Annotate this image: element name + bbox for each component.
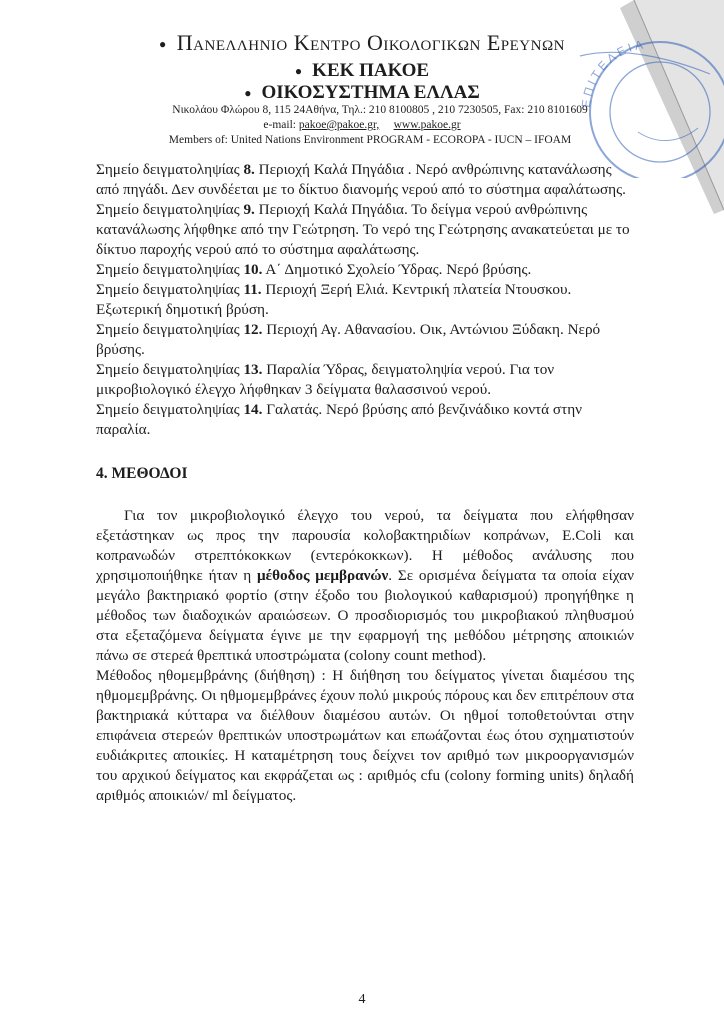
sampling-point-prefix: Σημείο δειγματοληψίας	[96, 161, 244, 178]
org-name-2: ΚΕΚ ΠΑΚΟΕ	[312, 60, 430, 81]
org-name-line-1	[0, 30, 724, 56]
sampling-point-description: Α΄ Δημοτικό Σχολείο Ύδρας. Νερό βρύσης.	[262, 261, 532, 278]
sampling-point-description: Περιοχή Αγ. Αθανασίου. Οικ, Αντώνιου Ξύδακη. Νερό βρύσης.	[96, 321, 601, 358]
sampling-point-description: Γαλατάς. Νερό βρύσης από βενζινάδικο κοντά στην παραλία.	[96, 401, 583, 438]
methods-paragraph-2: Μέθοδος ηθομεμβράνης (διήθηση) : Η διήθηση του δείγματος γίνεται διαμέσου της ηθμομεμβράνης. Οι ηθμομεμβράνες έχουν πολύ μικρούς πόρους και δεν επιτρέπουν στα βακτηριακά κύτταρα να διέλθουν διαμέσου αυτών. Οι ηθμοί τοποθετούνται στην επιφάνεια στερεών θρεπτικών υποστρωμάτων και επωάζονται έως ότου σχηματιστούν ευδιάκριτες αποικίες. Η καταμέτρηση τους δείχνει τον αριθμό των μικροοργανισμών του αρχικού δείγματος και εκφράζεται ως : αριθμός cfu (colony forming units) δηλαδή αριθμός αποικιών/ ml δείγματος.	[96, 667, 634, 804]
org-name-line-2	[0, 60, 724, 82]
sampling-point-prefix: Σημείο δειγματοληψίας	[96, 321, 244, 338]
bullet-icon: ●	[244, 86, 252, 101]
sampling-point-item	[96, 260, 634, 280]
methods-emphasis: μέθοδος μεμβρανών	[257, 567, 389, 584]
sampling-point-item	[96, 160, 634, 200]
sampling-point-prefix: Σημείο δειγματοληψίας	[96, 361, 244, 378]
contact-line	[0, 119, 724, 131]
email-label: e-mail:	[263, 119, 299, 131]
email-link[interactable]: pakoe@pakoe.gr,	[298, 119, 380, 131]
bullet-icon: ●	[159, 37, 167, 52]
sampling-point-item	[96, 400, 634, 440]
methods-text: Για τον μικροβιολογικό έλεγχο του νερού, τα δείγματα που ελήφθησαν εξετάστηκαν ως προς την παρουσία κολοβακτηριδίων κοπράνων, E.Coli και κοπρανωδών στρεπτόκοκκων (εντερόκοκκων). Η μέθοδος ανάλυσης που χρησιμοποιήθηκε ήταν η	[96, 507, 634, 584]
bullet-icon: ●	[294, 64, 303, 79]
page-number: 4	[358, 992, 366, 1007]
stamp-text: ΕΠΙΤΕΛΕΙΑ	[578, 37, 647, 109]
sampling-point-description: Περιοχή Καλά Πηγάδια . Νερό ανθρώπινης κατανάλωσης από πηγάδι. Δεν συνδέεται με το δίκτυο διανομής νερού από το σύστημα αφαλάτωσης.	[96, 161, 626, 198]
sampling-point-item	[96, 320, 634, 360]
sampling-point-description: Παραλία Ύδρας, δειγματοληψία νερού. Για τον μικροβιολογικό έλεγχο λήφθηκαν 3 δείγματα θαλασσινού νερού.	[96, 361, 555, 398]
sampling-point-item	[96, 360, 634, 400]
section-title: 4. ΜΕΘΟΔΟΙ	[96, 465, 188, 482]
methods-paragraph-1	[96, 506, 634, 666]
sampling-point-description: Περιοχή Καλά Πηγάδια. Το δείγμα νερού ανθρώπινης κατανάλωσης λήφθηκε από την Γεώτρηση. Το νερό της Γεώτρησης ανακατεύεται με το δίκτυο παροχής νερού από το σύστημα αφαλάτωσης.	[96, 201, 630, 258]
sampling-point-prefix: Σημείο δειγματοληψίας	[96, 201, 244, 218]
sampling-point-number: 9.	[243, 201, 255, 218]
sampling-points-list	[96, 160, 634, 440]
sampling-point-item	[96, 280, 634, 320]
sampling-point-number: 11.	[243, 281, 262, 298]
sampling-point-description: Περιοχή Ξερή Ελιά. Κεντρική πλατεία Ντουσκου. Εξωτερική δημοτική βρύση.	[96, 281, 572, 318]
sampling-point-prefix: Σημείο δειγματοληψίας	[96, 401, 244, 418]
sampling-point-prefix: Σημείο δειγματοληψίας	[96, 261, 244, 278]
sampling-point-item	[96, 200, 634, 260]
org-address: Νικολάου Φλώρου 8, 115 24Αθήνα, Τηλ.: 210 8100805 , 210 7230505, Fax: 210 8101609	[172, 104, 588, 116]
sampling-point-number: 12.	[243, 321, 263, 338]
sampling-point-number: 14.	[243, 401, 263, 418]
sampling-point-number: 8.	[243, 161, 255, 178]
document-body	[96, 160, 634, 806]
org-name-3: ΟΙΚΟΣΥΣΤΗΜΑ ΕΛΛΑΣ	[261, 82, 480, 103]
sampling-point-number: 10.	[243, 261, 263, 278]
methods-text: . Σε ορισμένα δείγματα τα οποία είχαν μεγάλο βακτηριακό φορτίο (στην έξοδο του βιολογικού καθαρισμού) προηγήθηκε η μέθοδος των διαδοχικών αραιώσεων. Ο προσδιορισμός του μικροβιακού πληθυσμού στα εξεταζόμενα δείγματα έγινε με την εφαρμογή της μεθόδου μέτρησης αποικιών πάνω σε στερεά θρεπτικά υποστρώματα (colony count method).	[96, 567, 634, 664]
org-name-1: Πανελληνιο Κεντρο Οικολογικων Ερευνων	[176, 30, 565, 55]
org-name-line-3	[0, 82, 724, 104]
sampling-point-number: 13.	[243, 361, 263, 378]
memberships-line: Members of: United Nations Environment PROGRAM - ECOROPA - IUCN – IFOAM	[168, 134, 572, 146]
website-link[interactable]: www.pakoe.gr	[393, 119, 461, 131]
sampling-point-prefix: Σημείο δειγματοληψίας	[96, 281, 244, 298]
